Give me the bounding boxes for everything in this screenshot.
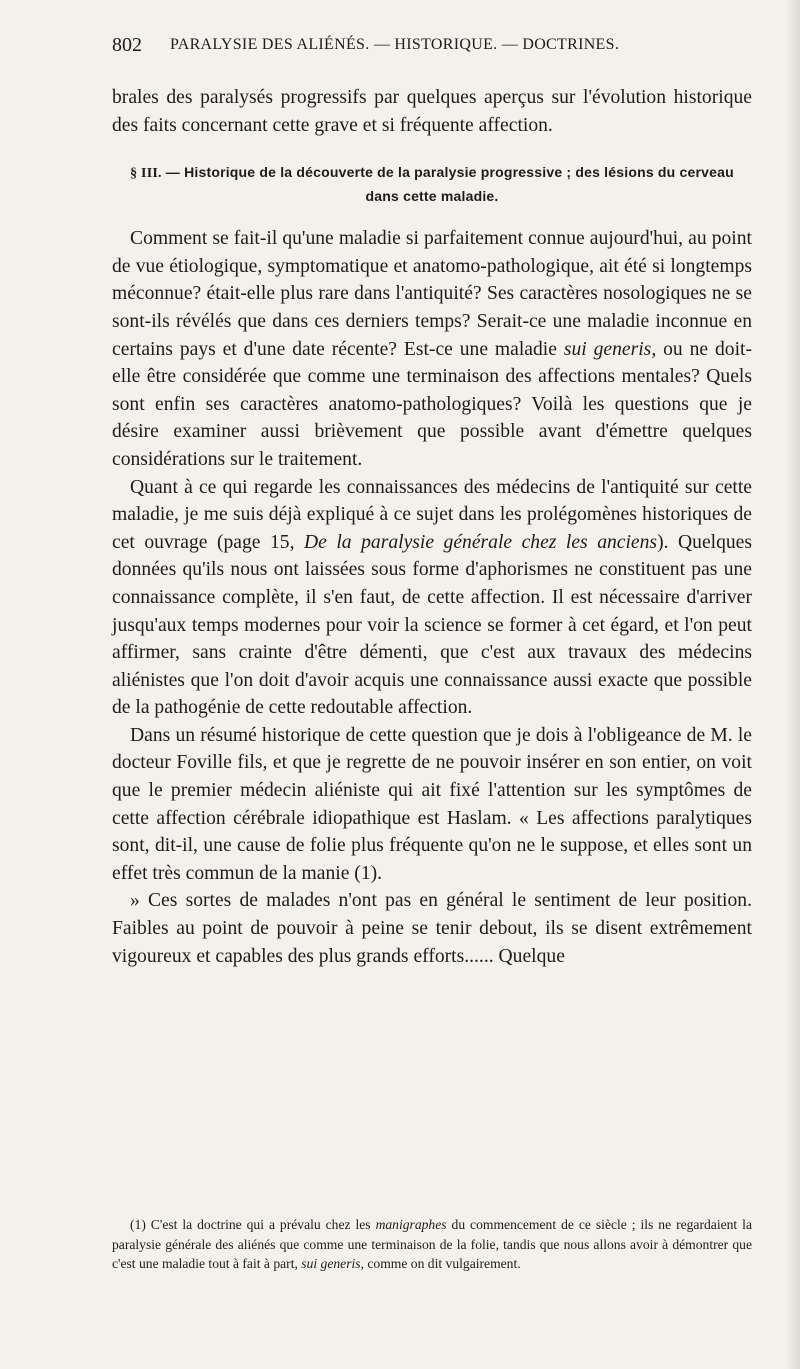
footnote-1 xyxy=(112,1215,752,1274)
footnote-end: , comme on dit vulgairement. xyxy=(360,1256,521,1271)
paragraph-4: » Ces sortes de malades n'ont pas en général le sentiment de leur position. Faibles au point de pouvoir à peine se tenir debout, ils se disent extrêmement vigoureux et capables des plus grands efforts...... Quelque xyxy=(112,890,752,967)
page-header xyxy=(112,30,712,60)
footnotes xyxy=(112,1215,752,1274)
main-text xyxy=(112,84,752,970)
paragraph-1-end: , ou ne doit-elle être considérée que comme une terminaison des affections mentales? Quels sont enfin ses caractères anatomo-pathologiques? Voilà les questions que je désire examiner aussi brièvement que possible avant d'émettre quelques considérations sur le traitement. xyxy=(112,338,753,470)
paragraph-2-start: Quant à ce qui regarde les connaissances des médecins de l'antiquité sur cette maladie, je me suis déjà expliqué à ce sujet dans les prolégomènes historiques de cet ouvrage (page 15, xyxy=(112,476,752,553)
footnote-italic-2: sui generis xyxy=(301,1256,361,1271)
footnote-middle: du commencement de ce siècle ; ils ne regardaient la paralysie générale des aliénés que comme une terminaison de la folie, tandis que nous allons avoir à démontrer que c'est une maladie tout à fait à part, xyxy=(112,1217,752,1271)
page-edge-shadow xyxy=(786,0,800,1369)
page-number: 802 xyxy=(112,34,142,56)
paragraph-1-italic: sui generis xyxy=(563,338,652,360)
paragraph-2-italic: De la paralysie générale chez les anciens xyxy=(304,531,658,553)
paragraph-2 xyxy=(112,474,752,722)
paragraph-1-text: Comment se fait-il qu'une maladie si parfaitement connue aujourd'hui, au point de vue étiologique, symptomatique et anatomo-pathologique, ait été si longtemps méconnue? était-elle plus rare dans l'antiquité? Ses caractères nosologiques ne se sont-ils révélés que dans ces derniers temps? Serait-ce une maladie inconnue en certains pays et d'une date récente? Est-ce une maladie xyxy=(112,228,752,360)
paragraph-2-end: ). Quelques données qu'ils nous ont laissées sous forme d'aphorismes ne constituent pas une connaissance complète, il s'en faut, de cette affection. Il est nécessaire d'arriver jusqu'aux temps modernes pour voir la science se former à cet égard, et l'on peut affirmer, sans crainte d'être démenti, que c'est aux travaux des médecins aliénistes que l'on doit d'avoir acquis une connaissance aussi exacte que possible de la pathogénie de cette redoutable affection. xyxy=(112,531,752,719)
section-number: § III. xyxy=(130,166,162,182)
running-title: PARALYSIE DES ALIÉNÉS. — HISTORIQUE. — DOCTRINES. xyxy=(170,36,620,53)
section-title: — Historique de la découverte de la paralysie progressive ; des lésions du cerveau dans cette maladie. xyxy=(165,164,734,205)
footnote-italic-1: manigraphes xyxy=(375,1217,447,1232)
footnote-start: (1) C'est la doctrine qui a prévalu chez les xyxy=(130,1217,371,1232)
paragraph-3: Dans un résumé historique de cette question que je dois à l'obligeance de M. le docteur Foville fils, et que je regrette de ne pouvoir insérer en son entier, on voit que le premier médecin aliéniste qui ait fixé l'attention sur les symptômes de cette affection cérébrale idiopathique est Haslam. « Les affections paralytiques sont, dit-il, une cause de folie plus fréquente qu'on ne le suppose, et elles sont un effet très commun de la manie (1). xyxy=(112,724,752,884)
paragraph-1 xyxy=(112,225,752,473)
intro-paragraph: brales des paralysés progressifs par quelques aperçus sur l'évolution historique des faits concernant cette grave et si fréquente affection. xyxy=(112,87,752,136)
section-heading xyxy=(112,161,752,207)
